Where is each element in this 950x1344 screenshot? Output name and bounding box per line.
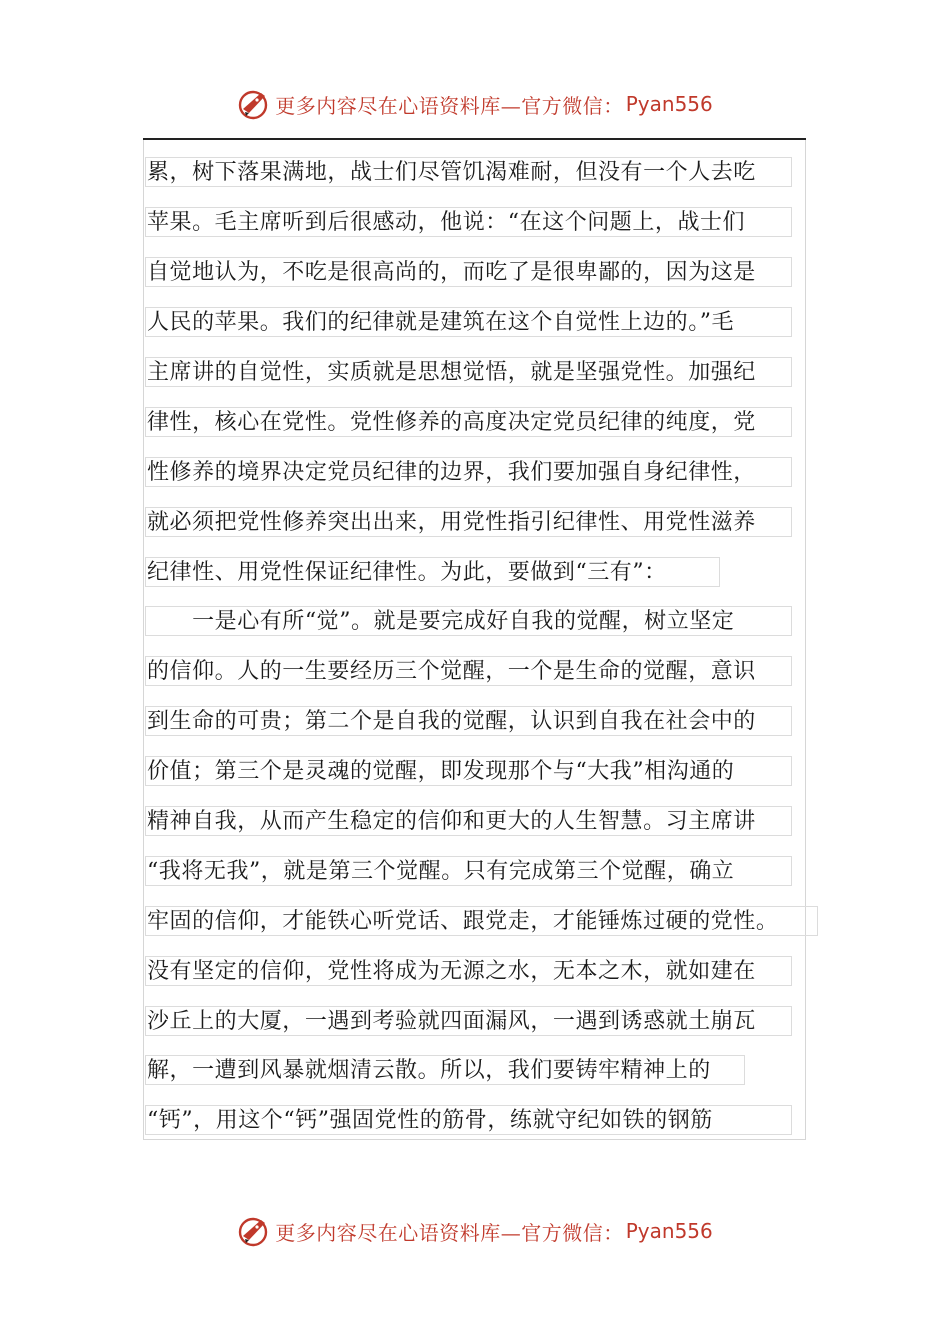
text-line: 牢固的信仰，才能铁心听党话、跟党走，才能锤炼过硬的党性。 [145,906,818,936]
text-line: 就必须把党性修养突出出来，用党性指引纪律性、用党性滋养 [145,507,792,537]
text-line: 累，树下落果满地，战士们尽管饥渴难耐，但没有一个人去吃 [145,157,792,187]
paragraph-start-line: 一是心有所“觉”。就是要完成好自我的觉醒，树立坚定 [145,606,792,636]
banner-wechat-id: Pyan556 [625,1219,713,1243]
text-line: 价值；第三个是灵魂的觉醒，即发现那个与“大我”相沟通的 [145,756,792,786]
text-line: 解，一遭到风暴就烟清云散。所以，我们要铸牢精神上的 [145,1055,745,1085]
text-line: 到生命的可贵；第二个是自我的觉醒，认识到自我在社会中的 [145,706,792,736]
banner-text: 更多内容尽在心语资料库—官方微信： [275,93,624,118]
header-banner [0,84,950,124]
text-line: 性修养的境界决定党员纪律的边界，我们要加强自身纪律性， [145,457,792,487]
pen-nib-circle-icon [237,1214,271,1248]
text-line: 精神自我，从而产生稳定的信仰和更大的人生智慧。习主席讲 [145,806,792,836]
body-text-frame [143,140,806,1140]
footer-banner [0,1211,950,1251]
text-line: 人民的苹果。我们的纪律就是建筑在这个自觉性上边的。”毛 [145,307,792,337]
banner-text: 更多内容尽在心语资料库—官方微信： [275,1220,624,1245]
text-line: 的信仰。人的一生要经历三个觉醒，一个是生命的觉醒，意识 [145,656,792,686]
banner-wechat-id: Pyan556 [625,92,713,116]
text-line: 苹果。毛主席听到后很感动，他说：“在这个问题上，战士们 [145,207,792,237]
text-line: 没有坚定的信仰，党性将成为无源之水，无本之木，就如建在 [145,956,792,986]
text-line: 主席讲的自觉性，实质就是思想觉悟，就是坚强党性。加强纪 [145,357,792,387]
pen-nib-circle-icon [237,87,271,121]
text-line: 纪律性、用党性保证纪律性。为此，要做到“三有”： [145,557,720,587]
text-line: 沙丘上的大厦，一遇到考验就四面漏风，一遇到诱惑就土崩瓦 [145,1006,792,1036]
text-line: 律性，核心在党性。党性修养的高度决定党员纪律的纯度，党 [145,407,792,437]
text-line: 自觉地认为，不吃是很高尚的，而吃了是很卑鄙的，因为这是 [145,257,792,287]
text-line: “钙”，用这个“钙”强固党性的筋骨，练就守纪如铁的钢筋 [145,1105,792,1135]
text-line: “我将无我”，就是第三个觉醒。只有完成第三个觉醒，确立 [145,856,792,886]
